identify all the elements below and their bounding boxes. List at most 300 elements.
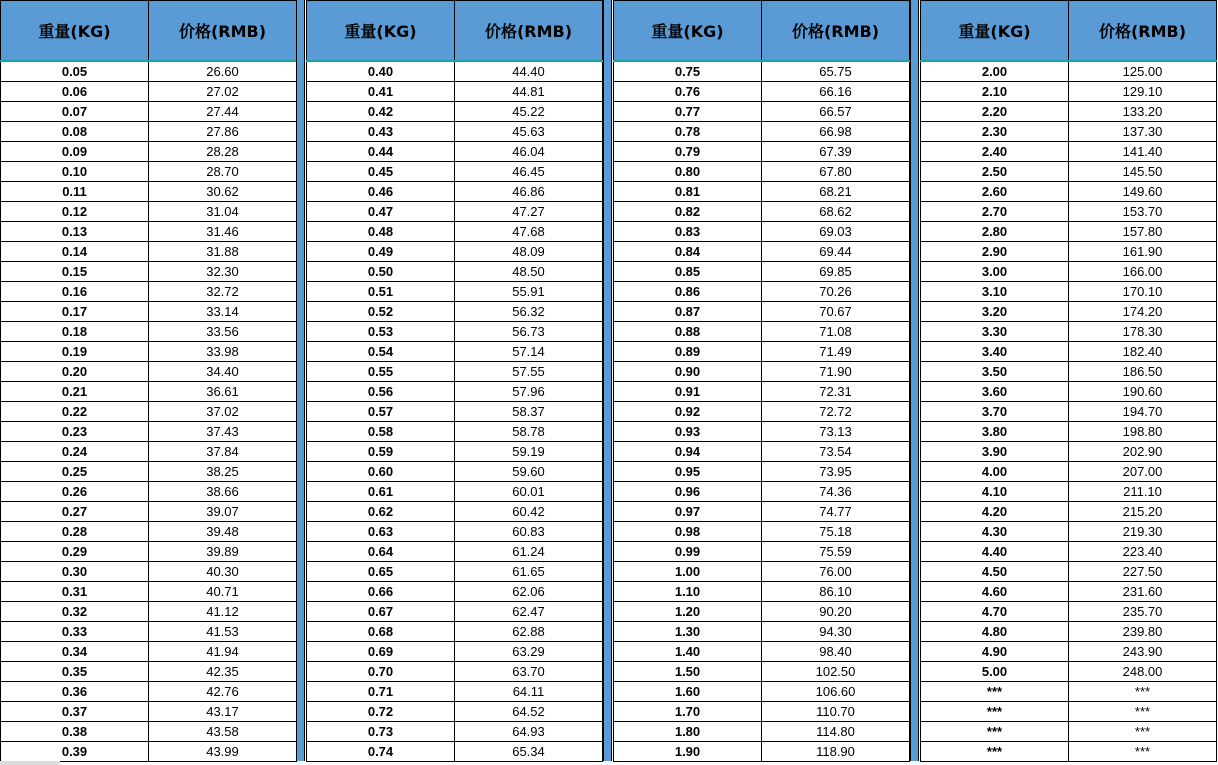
column-separator-1: [296, 0, 305, 761]
price-cell: 39.07: [149, 502, 297, 522]
table-row: [614, 202, 910, 222]
price-cell: 33.98: [149, 342, 297, 362]
table-row: [1, 702, 297, 722]
price-cell: 67.39: [762, 142, 910, 162]
weight-cell: 0.52: [307, 302, 455, 322]
table-row: [921, 522, 1217, 542]
table-row: [1, 662, 297, 682]
weight-cell: 3.60: [921, 382, 1069, 402]
price-cell: 75.59: [762, 542, 910, 562]
table-row: [921, 502, 1217, 522]
price-cell: 66.57: [762, 102, 910, 122]
table-row: [614, 362, 910, 382]
price-cell: 70.67: [762, 302, 910, 322]
table-row: [1, 542, 297, 562]
weight-cell: 0.20: [1, 362, 149, 382]
table-row: [307, 582, 603, 602]
price-cell: 149.60: [1069, 182, 1217, 202]
weight-cell: 0.92: [614, 402, 762, 422]
weight-cell: 0.40: [307, 61, 455, 82]
table-row: [921, 482, 1217, 502]
table-row: [1, 462, 297, 482]
weight-cell: ***: [921, 702, 1069, 722]
price-cell: 37.84: [149, 442, 297, 462]
weight-cell: 2.60: [921, 182, 1069, 202]
price-cell: 118.90: [762, 742, 910, 762]
weight-cell: 0.77: [614, 102, 762, 122]
weight-cell: 4.80: [921, 622, 1069, 642]
price-cell: 55.91: [455, 282, 603, 302]
price-cell: 98.40: [762, 642, 910, 662]
weight-cell: 0.94: [614, 442, 762, 462]
table-row: [921, 562, 1217, 582]
weight-cell: 0.35: [1, 662, 149, 682]
table-row: [307, 282, 603, 302]
table-row: [1, 202, 297, 222]
table-row: [921, 82, 1217, 102]
table-row: [307, 222, 603, 242]
table-row: [307, 61, 603, 82]
price-cell: 72.31: [762, 382, 910, 402]
price-cell: 71.08: [762, 322, 910, 342]
price-cell: 207.00: [1069, 462, 1217, 482]
price-cell: 71.49: [762, 342, 910, 362]
weight-cell: 4.70: [921, 602, 1069, 622]
price-header: 价格(RMB): [149, 1, 297, 62]
table-row: [614, 442, 910, 462]
table-row: [921, 282, 1217, 302]
price-cell: 174.20: [1069, 302, 1217, 322]
price-cell: 110.70: [762, 702, 910, 722]
weight-cell: 0.19: [1, 342, 149, 362]
table-row: [921, 182, 1217, 202]
price-cell: 58.78: [455, 422, 603, 442]
weight-cell: 0.47: [307, 202, 455, 222]
price-cell: 42.76: [149, 682, 297, 702]
weight-cell: 0.24: [1, 442, 149, 462]
weight-cell: 0.61: [307, 482, 455, 502]
weight-cell: 0.68: [307, 622, 455, 642]
weight-cell: 0.75: [614, 61, 762, 82]
table-row: [921, 262, 1217, 282]
column-separator-3: [910, 0, 919, 761]
price-cell: 27.02: [149, 82, 297, 102]
price-cell: 202.90: [1069, 442, 1217, 462]
price-cell: 43.99: [149, 742, 297, 762]
price-cell: 248.00: [1069, 662, 1217, 682]
table-row: [307, 402, 603, 422]
table-row: [921, 742, 1217, 762]
weight-cell: 0.08: [1, 122, 149, 142]
price-header: 价格(RMB): [455, 1, 603, 62]
table-row: [1, 522, 297, 542]
weight-cell: 0.80: [614, 162, 762, 182]
table-row: [921, 702, 1217, 722]
table-row: [307, 202, 603, 222]
table-row: [1, 742, 297, 762]
price-cell: 31.04: [149, 202, 297, 222]
table-row: [614, 142, 910, 162]
table-row: [921, 302, 1217, 322]
table-row: [1, 362, 297, 382]
price-cell: 74.36: [762, 482, 910, 502]
weight-cell: 0.05: [1, 61, 149, 82]
table-row: [921, 442, 1217, 462]
table-row: [307, 302, 603, 322]
table-row: [614, 61, 910, 82]
weight-cell: 4.30: [921, 522, 1069, 542]
weight-cell: 0.62: [307, 502, 455, 522]
table-row: [614, 102, 910, 122]
table-row: [614, 322, 910, 342]
price-cell: 239.80: [1069, 622, 1217, 642]
weight-cell: 0.59: [307, 442, 455, 462]
table-row: [614, 182, 910, 202]
weight-cell: 0.57: [307, 402, 455, 422]
weight-cell: 0.50: [307, 262, 455, 282]
table-row: [1, 382, 297, 402]
weight-header: 重量(KG): [1, 1, 149, 62]
table-row: [614, 422, 910, 442]
weight-cell: 0.83: [614, 222, 762, 242]
price-cell: 65.34: [455, 742, 603, 762]
weight-cell: 0.45: [307, 162, 455, 182]
table-row: [1, 322, 297, 342]
weight-cell: 3.20: [921, 302, 1069, 322]
table-row: [921, 642, 1217, 662]
price-cell: 65.75: [762, 61, 910, 82]
price-cell: 32.72: [149, 282, 297, 302]
table-row: [1, 402, 297, 422]
table-row: [921, 122, 1217, 142]
price-cell: 48.50: [455, 262, 603, 282]
price-table-block-4: [920, 0, 1216, 761]
price-cell: 64.11: [455, 682, 603, 702]
table-row: [307, 382, 603, 402]
weight-cell: 0.49: [307, 242, 455, 262]
price-cell: 137.30: [1069, 122, 1217, 142]
price-cell: 74.77: [762, 502, 910, 522]
table-row: [307, 562, 603, 582]
price-cell: 40.71: [149, 582, 297, 602]
price-cell: 45.63: [455, 122, 603, 142]
weight-cell: 2.90: [921, 242, 1069, 262]
table-row: [1, 61, 297, 82]
weight-price-table: [613, 0, 910, 762]
table-row: [614, 602, 910, 622]
price-cell: 178.30: [1069, 322, 1217, 342]
table-row: [1, 262, 297, 282]
table-row: [307, 182, 603, 202]
price-cell: 133.20: [1069, 102, 1217, 122]
price-cell: 145.50: [1069, 162, 1217, 182]
weight-cell: 1.10: [614, 582, 762, 602]
weight-cell: 0.31: [1, 582, 149, 602]
weight-cell: 0.76: [614, 82, 762, 102]
price-cell: 62.88: [455, 622, 603, 642]
table-row: [307, 322, 603, 342]
weight-cell: 0.82: [614, 202, 762, 222]
table-row: [307, 742, 603, 762]
weight-cell: 0.73: [307, 722, 455, 742]
weight-cell: 1.00: [614, 562, 762, 582]
weight-cell: 2.30: [921, 122, 1069, 142]
table-row: [614, 462, 910, 482]
weight-cell: 0.48: [307, 222, 455, 242]
weight-cell: 0.65: [307, 562, 455, 582]
price-cell: 42.35: [149, 662, 297, 682]
table-row: [307, 642, 603, 662]
weight-cell: 0.87: [614, 302, 762, 322]
price-cell: 56.32: [455, 302, 603, 322]
price-cell: 56.73: [455, 322, 603, 342]
table-row: [921, 202, 1217, 222]
price-table-block-3: [613, 0, 909, 761]
header-row: [921, 1, 1217, 62]
weight-cell: 0.84: [614, 242, 762, 262]
price-cell: 153.70: [1069, 202, 1217, 222]
table-row: [614, 502, 910, 522]
table-row: [1, 342, 297, 362]
price-cell: ***: [1069, 722, 1217, 742]
price-cell: 44.40: [455, 61, 603, 82]
table-row: [1, 182, 297, 202]
weight-cell: 2.10: [921, 82, 1069, 102]
table-row: [921, 722, 1217, 742]
price-cell: 61.24: [455, 542, 603, 562]
price-cell: 31.88: [149, 242, 297, 262]
price-cell: 38.66: [149, 482, 297, 502]
price-cell: 86.10: [762, 582, 910, 602]
price-cell: 46.45: [455, 162, 603, 182]
price-cell: 67.80: [762, 162, 910, 182]
table-row: [921, 422, 1217, 442]
price-cell: 60.01: [455, 482, 603, 502]
weight-cell: 0.97: [614, 502, 762, 522]
price-cell: 59.60: [455, 462, 603, 482]
weight-cell: 3.40: [921, 342, 1069, 362]
price-cell: 186.50: [1069, 362, 1217, 382]
weight-cell: 4.00: [921, 462, 1069, 482]
price-cell: 60.83: [455, 522, 603, 542]
weight-price-table: [0, 0, 297, 762]
weight-cell: 5.00: [921, 662, 1069, 682]
table-row: [1, 682, 297, 702]
table-row: [921, 462, 1217, 482]
weight-cell: 1.20: [614, 602, 762, 622]
price-cell: 45.22: [455, 102, 603, 122]
price-cell: 41.53: [149, 622, 297, 642]
weight-cell: 0.38: [1, 722, 149, 742]
weight-cell: 0.29: [1, 542, 149, 562]
price-cell: 27.86: [149, 122, 297, 142]
table-row: [307, 482, 603, 502]
price-cell: 27.44: [149, 102, 297, 122]
weight-cell: 0.30: [1, 562, 149, 582]
table-row: [307, 542, 603, 562]
weight-cell: 3.10: [921, 282, 1069, 302]
price-cell: 36.61: [149, 382, 297, 402]
weight-cell: 0.32: [1, 602, 149, 622]
price-cell: 182.40: [1069, 342, 1217, 362]
weight-cell: 0.14: [1, 242, 149, 262]
weight-cell: 4.50: [921, 562, 1069, 582]
table-row: [614, 122, 910, 142]
table-row: [921, 602, 1217, 622]
price-cell: 129.10: [1069, 82, 1217, 102]
table-row: [614, 302, 910, 322]
table-row: [614, 402, 910, 422]
weight-cell: 0.34: [1, 642, 149, 662]
price-cell: 58.37: [455, 402, 603, 422]
table-row: [921, 682, 1217, 702]
price-cell: 26.60: [149, 61, 297, 82]
table-row: [1, 142, 297, 162]
weight-cell: 0.18: [1, 322, 149, 342]
price-cell: 43.17: [149, 702, 297, 722]
table-row: [1, 442, 297, 462]
weight-cell: 0.70: [307, 662, 455, 682]
table-row: [921, 662, 1217, 682]
weight-cell: 1.70: [614, 702, 762, 722]
price-cell: 166.00: [1069, 262, 1217, 282]
weight-cell: 2.80: [921, 222, 1069, 242]
table-row: [1, 622, 297, 642]
table-row: [921, 322, 1217, 342]
weight-cell: 0.23: [1, 422, 149, 442]
table-row: [307, 242, 603, 262]
weight-header: 重量(KG): [921, 1, 1069, 62]
price-cell: 48.09: [455, 242, 603, 262]
header-row: [1, 1, 297, 62]
price-cell: 73.13: [762, 422, 910, 442]
table-row: [307, 702, 603, 722]
price-cell: 61.65: [455, 562, 603, 582]
price-cell: 60.42: [455, 502, 603, 522]
price-cell: 141.40: [1069, 142, 1217, 162]
weight-cell: 2.50: [921, 162, 1069, 182]
price-cell: 170.10: [1069, 282, 1217, 302]
table-row: [307, 342, 603, 362]
table-row: [614, 582, 910, 602]
price-cell: 28.28: [149, 142, 297, 162]
price-cell: 37.43: [149, 422, 297, 442]
price-cell: 106.60: [762, 682, 910, 702]
weight-cell: 0.69: [307, 642, 455, 662]
price-cell: 63.29: [455, 642, 603, 662]
price-cell: 227.50: [1069, 562, 1217, 582]
table-row: [614, 382, 910, 402]
price-cell: 57.14: [455, 342, 603, 362]
table-row: [614, 722, 910, 742]
table-row: [614, 282, 910, 302]
weight-cell: 2.70: [921, 202, 1069, 222]
weight-cell: 0.67: [307, 602, 455, 622]
table-row: [1, 582, 297, 602]
sheet-tab-fragment: [0, 761, 60, 765]
table-row: [921, 102, 1217, 122]
table-row: [307, 102, 603, 122]
price-cell: 223.40: [1069, 542, 1217, 562]
table-row: [614, 82, 910, 102]
table-row: [614, 262, 910, 282]
table-row: [614, 742, 910, 762]
table-row: [1, 482, 297, 502]
table-row: [614, 662, 910, 682]
price-cell: 33.56: [149, 322, 297, 342]
price-header: 价格(RMB): [1069, 1, 1217, 62]
table-row: [1, 82, 297, 102]
table-row: [307, 602, 603, 622]
price-cell: 68.62: [762, 202, 910, 222]
price-cell: 39.48: [149, 522, 297, 542]
weight-cell: 0.91: [614, 382, 762, 402]
weight-cell: 0.21: [1, 382, 149, 402]
weight-cell: 0.13: [1, 222, 149, 242]
price-cell: 59.19: [455, 442, 603, 462]
weight-cell: 0.96: [614, 482, 762, 502]
header-row: [307, 1, 603, 62]
weight-cell: 0.33: [1, 622, 149, 642]
price-cell: 46.86: [455, 182, 603, 202]
table-row: [921, 582, 1217, 602]
weight-cell: 0.22: [1, 402, 149, 422]
price-cell: 125.00: [1069, 61, 1217, 82]
table-row: [614, 242, 910, 262]
table-row: [614, 222, 910, 242]
weight-cell: 0.27: [1, 502, 149, 522]
weight-cell: 1.40: [614, 642, 762, 662]
weight-cell: 3.80: [921, 422, 1069, 442]
price-cell: 219.30: [1069, 522, 1217, 542]
price-cell: 211.10: [1069, 482, 1217, 502]
weight-cell: 4.40: [921, 542, 1069, 562]
weight-cell: 0.06: [1, 82, 149, 102]
price-cell: 71.90: [762, 362, 910, 382]
weight-cell: ***: [921, 722, 1069, 742]
weight-price-table: [920, 0, 1217, 762]
price-cell: 47.68: [455, 222, 603, 242]
weight-cell: 1.90: [614, 742, 762, 762]
weight-cell: 0.44: [307, 142, 455, 162]
price-cell: 64.93: [455, 722, 603, 742]
price-cell: 33.14: [149, 302, 297, 322]
price-cell: 41.94: [149, 642, 297, 662]
table-row: [307, 142, 603, 162]
price-table-block-2: [306, 0, 602, 761]
table-row: [921, 402, 1217, 422]
table-row: [1, 422, 297, 442]
weight-cell: 0.64: [307, 542, 455, 562]
price-cell: 194.70: [1069, 402, 1217, 422]
table-row: [307, 662, 603, 682]
weight-cell: 0.54: [307, 342, 455, 362]
weight-price-table: [306, 0, 603, 762]
price-cell: 64.52: [455, 702, 603, 722]
weight-cell: 3.50: [921, 362, 1069, 382]
weight-cell: 0.88: [614, 322, 762, 342]
weight-cell: 1.30: [614, 622, 762, 642]
table-row: [307, 722, 603, 742]
table-row: [1, 602, 297, 622]
weight-cell: 0.74: [307, 742, 455, 762]
price-cell: 37.02: [149, 402, 297, 422]
weight-cell: 0.11: [1, 182, 149, 202]
table-row: [614, 542, 910, 562]
price-cell: 69.85: [762, 262, 910, 282]
price-cell: 40.30: [149, 562, 297, 582]
table-row: [614, 682, 910, 702]
